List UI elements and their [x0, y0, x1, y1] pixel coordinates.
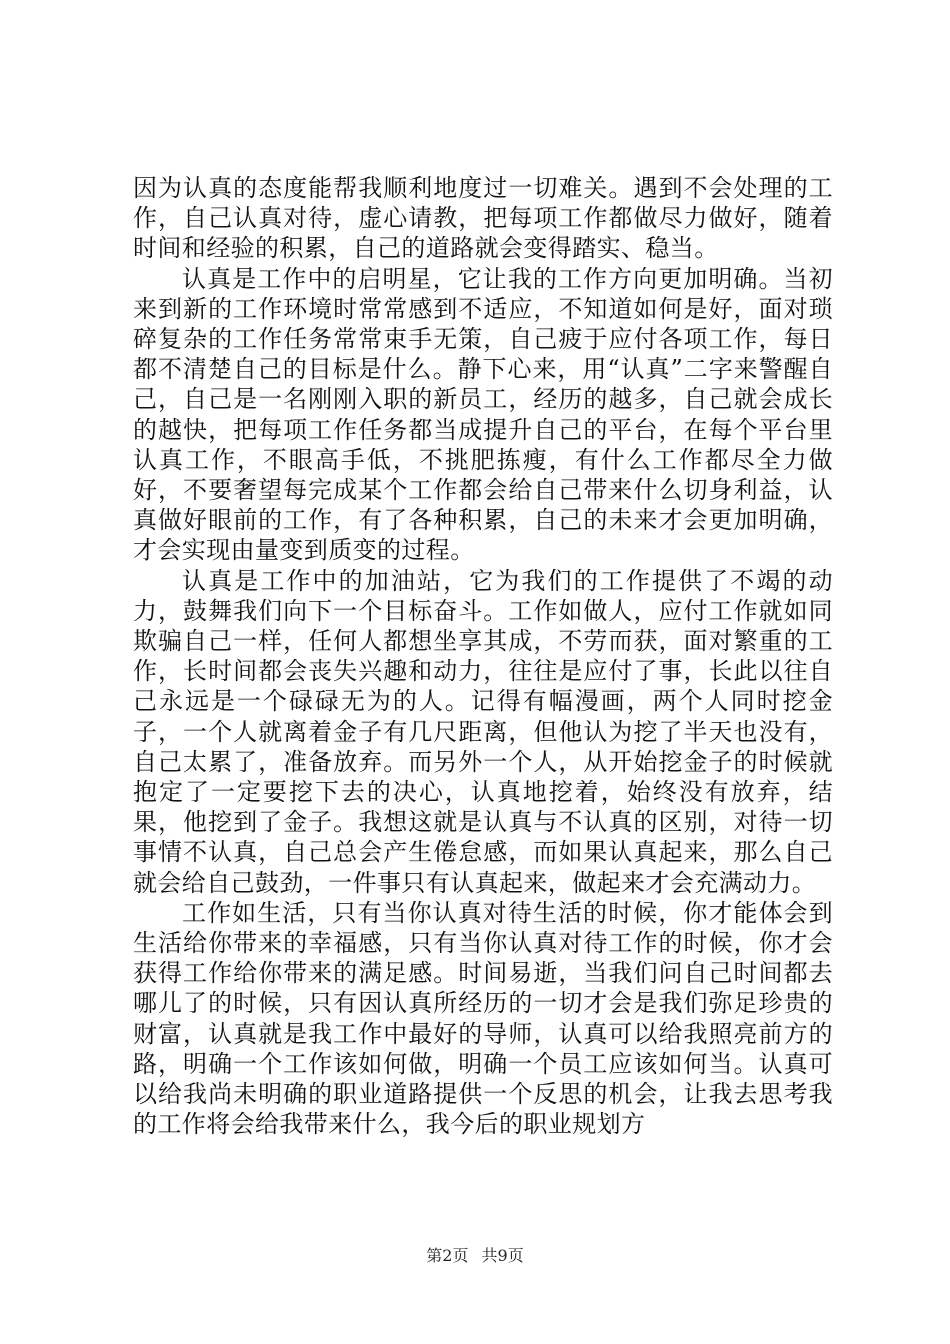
- page-total: 共9页: [481, 1246, 524, 1265]
- page-footer: [0, 1243, 950, 1266]
- paragraph-3: 认真是工作中的加油站，它为我们的工作提供了不竭的动力，鼓舞我们向下一个目标奋斗。工作如做人，应付工作就如同欺骗自己一样，任何人都想坐享其成，不劳而获，面对繁重的工作，长时间都会丧失兴趣和动力，往往是应付了事，长此以往自己永远是一个碌碌无为的人。记得有幅漫画，两个人同时挖金子，一个人就离着金子有几尺距离，但他认为挖了半天也没有，自己太累了，准备放弃。而另外一个人，从开始挖金子的时候就抱定了一定要挖下去的决心，认真地挖着，始终没有放弃，结果，他挖到了金子。我想这就是认真与不认真的区别，对待一切事情不认真，自己总会产生倦怠感，而如果认真起来，那么自己就会给自己鼓劲，一件事只有认真起来，做起来才会充满动力。: [133, 566, 833, 897]
- paragraph-1: 因为认真的态度能帮我顺利地度过一切难关。遇到不会处理的工作，自己认真对待，虚心请教，把每项工作都做尽力做好，随着时间和经验的积累，自己的道路就会变得踏实、稳当。: [133, 174, 833, 263]
- page-number: 第2页: [426, 1246, 469, 1265]
- document-body: [133, 173, 833, 1140]
- paragraph-2: 认真是工作中的启明星，它让我的工作方向更加明确。当初来到新的工作环境时常常感到不适应，不知道如何是好，面对琐碎复杂的工作任务常常束手无策，自己疲于应付各项工作，每日都不清楚自己的目标是什么。静下心来，用“认真”二字来警醒自己，自己是一名刚刚入职的新员工，经历的越多，自己就会成长的越快，把每项工作任务都当成提升自己的平台，在每个平台里认真工作，不眼高手低，不挑肥拣瘦，有什么工作都尽全力做好，不要奢望每完成某个工作都会给自己带来什么切身利益，认真做好眼前的工作，有了各种积累，自己的未来才会更加明确，才会实现由量变到质变的过程。: [133, 264, 833, 565]
- paragraph-4: 工作如生活，只有当你认真对待生活的时候，你才能体会到生活给你带来的幸福感，只有当你认真对待工作的时候，你才会获得工作给你带来的满足感。时间易逝，当我们问自己时间都去哪儿了的时候，只有因认真所经历的一切才会是我们弥足珍贵的财富，认真就是我工作中最好的导师，认真可以给我照亮前方的路，明确一个工作该如何做，明确一个员工应该如何当。认真可以给我尚未明确的职业道路提供一个反思的机会，让我去思考我的工作将会给我带来什么，我今后的职业规划方: [133, 898, 833, 1139]
